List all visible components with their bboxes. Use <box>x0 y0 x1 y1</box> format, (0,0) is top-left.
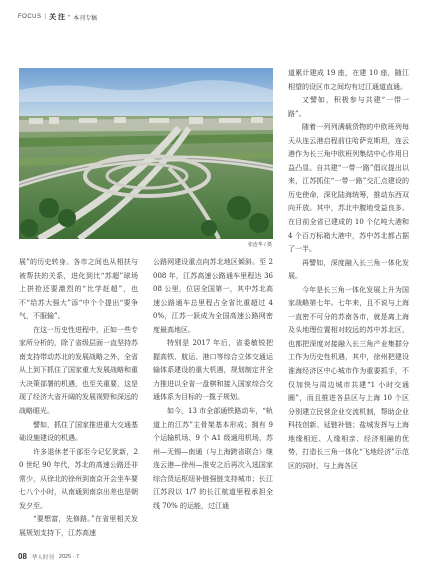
issue-date: 2025 · 7 <box>58 553 80 560</box>
paragraph: 道累计建成 19 座，在建 10 座，随江相望的设区市之间均有过江通道直通。 <box>288 69 409 91</box>
photo-credit: 张连华 / 摄 <box>247 242 272 248</box>
paragraph: 在这一历史性进程中，正如一些专家所分析的，除了省级层面一直坚持苏南支持带动苏北的发展战略之外，全省从上到下抓住了国家重大发展战略和重大决策部署的机遇，也至关重要，这是现了经济大省开阔的发展视野和深远的战略眼光。 <box>19 325 138 416</box>
paragraph: 随着一列列满载货物的中欧班列每天从连云港启程前往哈萨克斯坦，连云港作为长三角中欧班列集结中心作用日益凸显。自共建“一带一路”倡议提出以来，江苏抓住“一带一路”交汇点建设的历史使命，深化陆海统筹，推动东西双向开放。其中，苏北中腹地受益良多。在目前全省已建成的 10 个亿吨大港和 4 个百万标箱大港中，苏中苏北都占据了一半。 <box>288 123 409 254</box>
paragraph: 再譬如，深度融入长三角一体化发展。 <box>288 258 409 281</box>
paragraph: “要想富，先修路。”在省里相关发展规划支持下，江苏高速 <box>19 515 138 537</box>
text-column-1 <box>19 256 138 540</box>
header-section-title: 关 注 <box>49 14 66 21</box>
text-column-2 <box>153 256 273 513</box>
page-number: 08 <box>18 552 27 561</box>
paragraph: 许多退休老干部至今记忆犹新，20 世纪 90 年代，苏北的高速公路还非常少，从徐北的徐州到南京开会坐车要七八个小时，从南通到南京出差也是朝发夕至。 <box>19 447 138 510</box>
paragraph: 展”的历史转身。各市之间也从相扶与被帮扶的关系，进化到比“苏超”球场上拼抢还要激烈的“比学赶超”，也不“给苏大强大”添“中个个提出“要争气，不服输”。 <box>19 258 138 321</box>
aerial-photo <box>19 68 273 239</box>
page-header <box>18 11 97 23</box>
magazine-name: 华人时刊 <box>31 554 54 561</box>
page-footer <box>18 552 79 561</box>
header-subtitle: 本刊专稿 <box>73 15 98 22</box>
header-dot: • <box>68 14 71 20</box>
paragraph: 譬如，抓住了国家推进重大交通基础设施建设的机遇。 <box>19 420 138 443</box>
header-separator: | <box>44 14 47 20</box>
aerial-highway-illustration <box>19 68 273 239</box>
paragraph: 又譬如，积极参与共建“一带一路”。 <box>288 96 409 118</box>
paragraph: 公路网建设重点向苏北地区倾斜。至 2008 年，江苏高速公路通车里程达 3608 公里，位居全国第一，其中苏北高速公路通车总里程占全省比重超过 40%，江苏一跃成为全国高速公路网密度最高地区。 <box>153 258 273 334</box>
header-focus: FOCUS <box>18 14 42 20</box>
paragraph: 今年是长三角一体化发展上升为国家战略第七年。七年来，且不说与上海一直密不可分的苏南各市，就是离上海及头地理位置相对较远的苏中苏北区，也都把深度对接融入长三角产业集群分工作为历史性机遇，其中，徐州把建设淮海经济区中心城市作为重要抓手，不仅加快与周边城市共建“1 小时交通圈”，而且推进各县区与上海 10 个区分别建立民营企业交流机制，帮助企业科技创新、延链补链；盐城发挥与上海地缘相近、人缘相亲、经济相融的优势，打造长三角一体化“飞地经济”示范区的同时，与上海各区 <box>288 285 409 470</box>
paragraph: 如今，13 市全部通铁路动车，“轨道上的江苏”主骨架基本形成；拥有 9 个运输机场、9 个 A1 级通用机场，苏州—无锡—南通（与上海跨省联合）继连云港—徐州—淮安之后再次入选国家综合货运枢纽补链强链支持城市；长江江苏段以 1/7 的长江航道里程承担全线 70% 的运能，过江通 <box>153 407 273 510</box>
paragraph: 特别是 2017 年后，省委敏锐把握高铁、航运、港口等综合立体交通运输体系建设的重大机遇，规划制定并全力推进以全省一盘棋和接入国家综合交通体系为目标的一揽子规划。 <box>153 339 273 402</box>
text-column-3 <box>288 67 409 473</box>
